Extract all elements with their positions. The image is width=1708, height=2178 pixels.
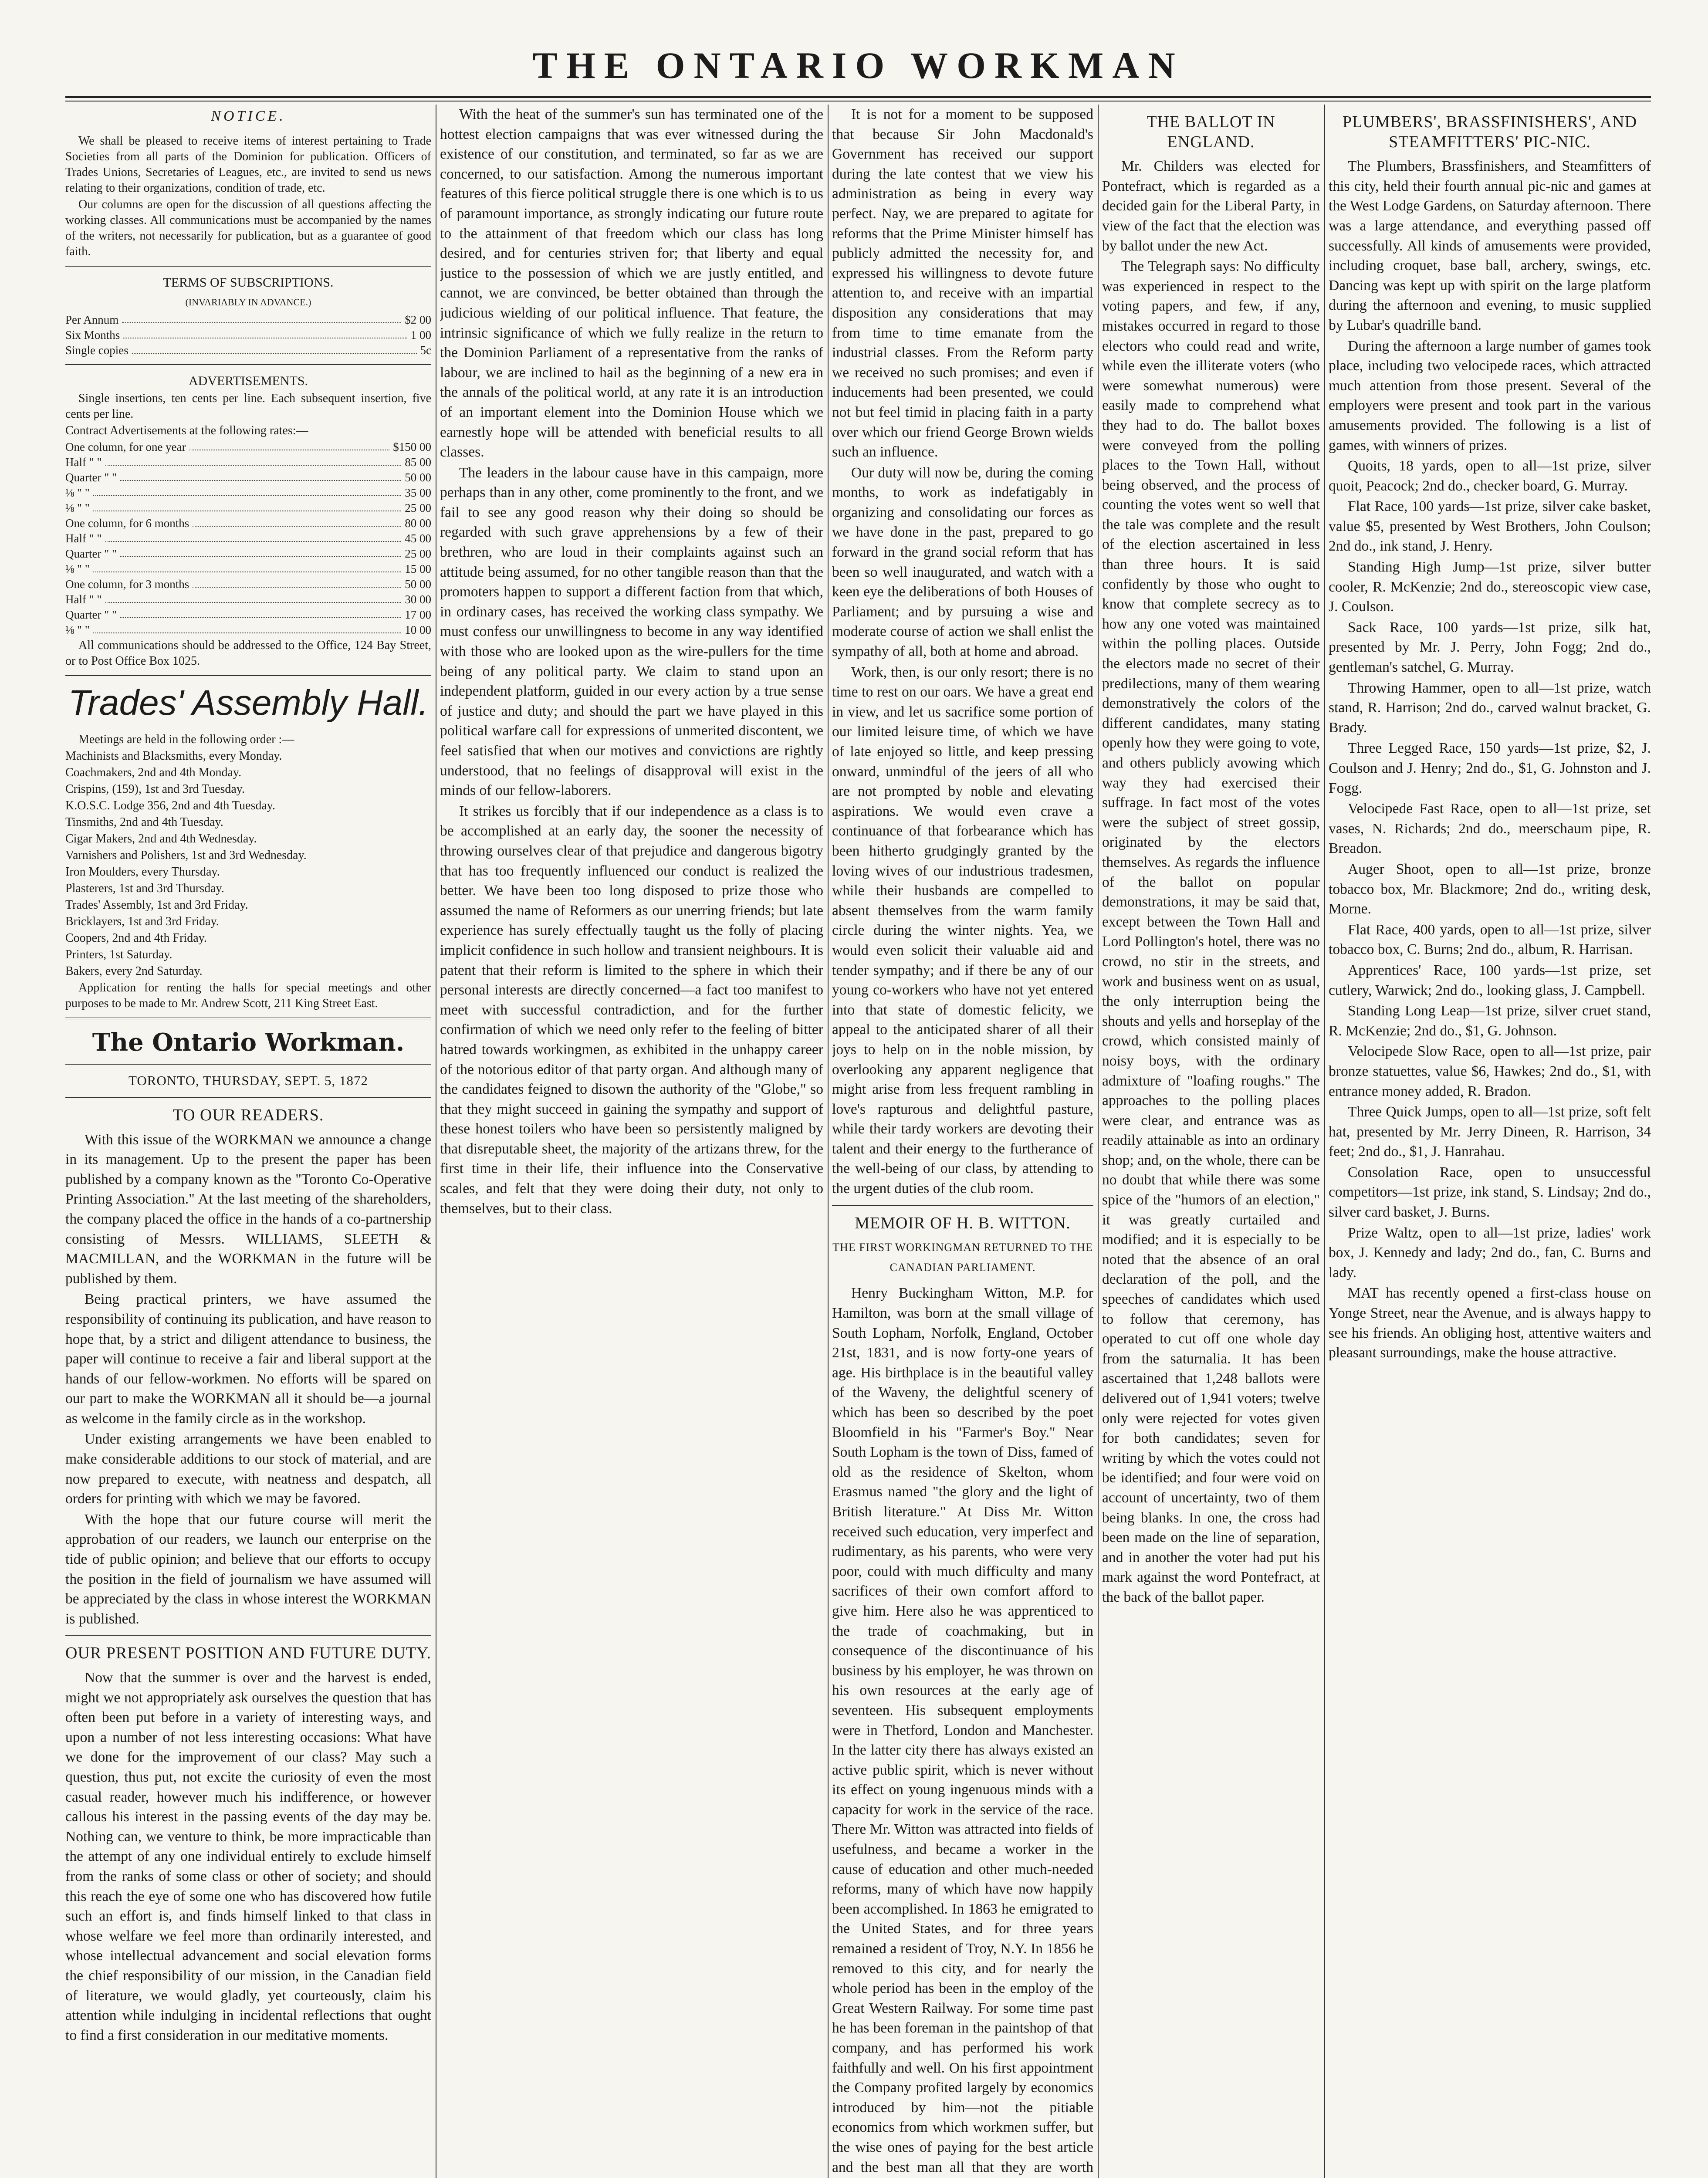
trades-assembly-footer: Application for renting the halls for special meetings and other purposes to be made to Mr. Andrew Scott, 211 King Street East. <box>65 981 431 1011</box>
advertisements-paragraph: Single insertions, ten cents per line. Each subsequent insertion, five cents per line. <box>65 392 431 421</box>
advertisements-footer-section <box>65 638 431 669</box>
divider <box>65 1064 431 1065</box>
notice-title: NOTICE. <box>211 108 286 124</box>
advertisements-paragraph: Contract Advertisements at the following rates:— <box>65 424 308 438</box>
meeting-item: K.O.S.C. Lodge 356, 2nd and 4th Tuesday. <box>65 799 275 813</box>
column-rule <box>828 105 829 2178</box>
picnic-paragraph: Apprentices' Race, 100 yards—1st prize, set cutlery, Warwick; 2nd do., looking glass, J. Campbell. <box>1329 962 1651 998</box>
to-readers-paragraph: Being practical printers, we have assumed the responsibility of continuing its publication, and have reason to hope that, by a strict and diligent attendance to business, the paper will continue to receive a fair and liberal support at the hands of our fellow-workmen. No efforts will be spared on our part to make the WORKMAN all it should be—a journal as welcome in the family circle as in the workshop. <box>65 1291 431 1427</box>
to-readers-paragraph: Under existing arrangements we have been enabled to make considerable additions to our stock of material, and are now prepared to execute, with neatness and despatch, all orders for printing with which we may be favored. <box>65 1431 431 1507</box>
rate-row: One column, for 3 months 50 00 <box>65 578 431 591</box>
picnic-title: PLUMBERS', BRASSFINISHERS', AND STEAMFITTERS' PIC-NIC. <box>1342 113 1637 151</box>
column-rule <box>1324 105 1325 2178</box>
column-3 <box>832 105 1093 2178</box>
picnic-paragraph: Flat Race, 100 yards—1st prize, silver cake basket, value $5, presented by West Brothers, John Coulson; 2nd do., ink stand, J. Henry. <box>1329 498 1651 555</box>
rate-row: ⅛ " " 25 00 <box>65 501 431 515</box>
picnic-paragraph: Quoits, 18 yards, open to all—1st prize, silver quoit, Peacock; 2nd do., checker board, G. Murray. <box>1329 458 1651 494</box>
divider <box>832 1205 1093 1206</box>
rate-row: Per Annum $2 00 <box>65 313 431 326</box>
rate-row: Quarter " " 17 00 <box>65 608 431 622</box>
picnic-paragraph: Three Quick Jumps, open to all—1st prize, soft felt hat, presented by Mr. Jerry Dineen, R. Harrison, 34 feet; 2nd do., $1, J. Hanrahau. <box>1329 1104 1651 1160</box>
rate-row: One column, for one year $150 00 <box>65 440 431 454</box>
rate-row: ⅛ " " 15 00 <box>65 562 431 576</box>
advertisement-rates-table <box>65 440 431 638</box>
memoir-subtitle: THE FIRST WORKINGMAN RETURNED TO THE CANADIAN PARLIAMENT. <box>832 1241 1093 1274</box>
advertisements-section <box>65 391 431 439</box>
present-position-paragraph: The leaders in the labour cause have in this campaign, more perhaps than in any other, come prominently to the front, and we fail to see any good reason why their doing so should be regarded with such grave apprehensions by a few of their brethren, who are loud in their complaints against such an attitude being assumed, for no other tangible reason than that the promoters happen to support a different faction from that which, in ordinary cases, has received the working class sympathy. We must confess our unwillingness to become in any way identified with those who are looked upon as the wire-pullers for the time being of any political party. We claim to stand upon an independent platform, guided in our every action by a true sense of justice and duty; and should the part we have played in this political warfare call for expressions of unmerited discontent, we feel satisfied that when our motives and convictions are rightly understood, that no feelings of disapproval will exist in the minds of our fellow-laborers. <box>440 464 823 799</box>
subscriptions-table <box>65 312 431 358</box>
rate-row: ⅛ " " 35 00 <box>65 486 431 500</box>
column-2 <box>440 105 823 2178</box>
paper-dateline: TORONTO, THURSDAY, SEPT. 5, 1872 <box>129 1073 368 1089</box>
present-position-paragraph: Now that the summer is over and the harvest is ended, might we not appropriately ask ourselves the question that has often been put before in a variety of interesting ways, and upon a number of not less interesting occasions: What have we done for the improvement of our class? May such a question, thus put, not excite the curiosity of even the most casual reader, however much his indifference, or however callous his interest in the passing events of the day may be. Nothing can, we venture to think, be more impracticable than the attempt of any one individual entirely to exclude himself from the ranks of some class or other of society; and should this reach the eye of some one who has discovered how futile such an effort is, and finds himself linked to that class in whose welfare we feel more than ordinarily interested, and whose intellectual advancement and social elevation forms the chief responsibility of our mission, in the Canadian field of literature, we would gladly, yet courteously, claim his attention while indulging in incidental reflections that ought to find a first consideration in our meditative moments. <box>65 1670 431 2043</box>
notice-paragraph: We shall be pleased to receive items of interest pertaining to Trade Societies from all parts of the Dominion for publication. Officers of Trades Unions, Secretaries of Leagues, etc., are invited to send us news relating to their organizations, condition of trade, etc. <box>65 134 431 195</box>
divider <box>65 675 431 676</box>
picnic-paragraph: Velocipede Slow Race, open to all—1st prize, pair bronze statuettes, value $6, Hawkes; 2nd do., $1, with entrance money added, R. Bradon. <box>1329 1043 1651 1099</box>
meeting-item: Crispins, (159), 1st and 3rd Tuesday. <box>65 782 245 796</box>
advertisements-title: ADVERTISEMENTS. <box>188 373 308 388</box>
meeting-item: Varnishers and Polishers, 1st and 3rd Wednesday. <box>65 849 307 862</box>
meeting-item: Machinists and Blacksmiths, every Monday. <box>65 749 282 763</box>
column-1 <box>65 105 431 2178</box>
subscriptions-note: (INVARIABLY IN ADVANCE.) <box>185 297 311 308</box>
notice-section <box>65 133 431 260</box>
divider <box>65 364 431 365</box>
present-position-paragraph: It is not for a moment to be supposed that because Sir John Macdonald's Government has received our support during the late contest that we view his administration as being in every way perfect. Nay, we are prepared to agitate for reforms that the Prime Minister himself has publicly admitted the necessity for, and expressed his willingness to devote future attention to, and receive with an impartial disposition any considerations that may from time to time emanate from the industrial classes. From the Reform party we received no such promises; and even if inducements had been presented, we could not but feel timid in placing faith in a party over which our friend George Brown wields such an influence. <box>832 106 1093 460</box>
picnic-paragraph: Sack Race, 100 yards—1st prize, silk hat, presented by Mr. J. Perry, John Fogg; 2nd do., gentleman's satchel, G. Murray. <box>1329 619 1651 676</box>
picnic-paragraph: The Plumbers, Brassfinishers, and Steamfitters of this city, held their fourth annual pic-nic and games at the West Lodge Gardens, on Saturday afternoon. There was a large attendance, and everything passed off successfully. All kinds of amusements were provided, including croquet, base ball, archery, swings, etc. Dancing was kept up with spirit on the large platform during the afternoon and evening, to music supplied by Lubar's quadrille band. <box>1329 158 1651 333</box>
trades-assembly-title: Trades' Assembly Hall. <box>68 683 429 723</box>
picnic-paragraph: Throwing Hammer, open to all—1st prize, watch stand, R. Harrison; 2nd do., carved walnut bracket, G. Brady. <box>1329 680 1651 736</box>
ballot-paragraph: The Telegraph says: No difficulty was experienced in respect to the voting papers, and few, if any, mistakes occurred in regard to those electors who could read and write, while even the illiterate voters (who were somewhat numerous) were easily made to comprehend what they had to do. The ballot boxes were conveyed from the polling places to the Town Hall, without being observed, and the process of counting the votes went so well that the tale was complete and the result of the election ascertained in less than three hours. It is said confidently by those who ought to know that complete secrecy as to how any one voted was maintained within the polling places. Outside the electors made no secret of their predilections, many of them wearing demonstratively the colors of the different candidates, many stating openly how they were going to vote, and others publicly avowing which way they had exercised their suffrage. In fact most of the votes were the subject of street gossip, originated by the electors themselves. As regards the influence of the ballot on popular demonstrations, it may be said that, except between the Town Hall and Lord Pollington's hotel, there was no crowd, no stir in the streets, and work and business went on as usual, the only interruption being the shouts and yells and horseplay of the crowd, which consisted mainly of noisy boys, with the ordinary admixture of "loafing roughs." The approaches to the polling places were clear, and entrance was as readily attainable as into an ordinary shop; and, on the whole, there can be no doubt that while there was some spice of the "humors of an election," it was greatly curtailed and modified; and it is especially to be noted that the absence of an oral declaration of the poll, and the speeches of candidates which used to follow that ceremony, has operated to cut off one whole day from the saturnalia. It has been ascertained that 1,248 ballots were delivered out of 1,941 voters; twelve only were rejected for votes given for both candidates; seven for writing by which the votes could not be identified; and four were void on account of uncertainty, two of them being blanks. In one, the cross had been made on the line of separation, and in another the voter had put his mark against the word Pontefract, at the back of the ballot paper. <box>1102 258 1320 1605</box>
ballot-title: THE BALLOT IN ENGLAND. <box>1147 113 1275 151</box>
to-readers-paragraph: With this issue of the WORKMAN we announce a change in its management. Up to the present the paper has been published by a company known as the "Toronto Co-Operative Printing Association." At the last meeting of the shareholders, the company placed the office in the hands of a co-partnership consisting of Messrs. WILLIAMS, SLEETH & MACMILLAN, and the WORKMAN in the future will be published by them. <box>65 1131 431 1287</box>
present-position-paragraph: With the heat of the summer's sun has terminated one of the hottest election campaigns that was ever witnessed during the existence of our constitution, and terminated, so far as we are concerned, to our satisfaction. Among the numerous important features of this fierce political struggle there is one which is to us of paramount importance, as strongly indicating our future route to the attainment of that freedom which our class has long desired, and for centuries striven for; that liberty and equal justice to the possession of which we are justly entitled, and cannot, we are convinced, be better obtained than through the judicious wielding of our political influence. That feature, the intrinsic significance of which we fully realize in the return to the Dominion Parliament of a representative from the ranks of labour, we are inclined to hail as the beginning of a new era in the annals of the political world, at any rate it is an introduction of an important element into the Dominion House which we earnestly hope will be attended with beneficial results to all classes. <box>440 106 823 460</box>
notice-paragraph: Our columns are open for the discussion of all questions affecting the working classes. All communications must be accompanied by the names of the writers, not necessarily for publication, but as a guarantee of good faith. <box>65 197 431 258</box>
meeting-item: Trades' Assembly, 1st and 3rd Friday. <box>65 898 248 912</box>
picnic-paragraph: During the afternoon a large number of games took place, including two velocipede races, which attracted much attention from those present. Several of the employers were present and took part in the various amusements provided. The following is a list of games, with winners of prizes. <box>1329 338 1651 453</box>
meeting-item: Bakers, every 2nd Saturday. <box>65 964 203 978</box>
paper-nameplate: The Ontario Workman. <box>92 1028 405 1057</box>
meeting-item: Coopers, 2nd and 4th Friday. <box>65 931 207 945</box>
rate-row: Single copies 5c <box>65 343 431 357</box>
rate-row: Six Months 1 00 <box>65 328 431 342</box>
ballot-paragraph: Mr. Childers was elected for Pontefract, which is regarded as a decided gain for the Liberal Party, in view of the fact that the election was by ballot under the new Act. <box>1102 158 1320 254</box>
trades-assembly-section <box>65 732 431 1011</box>
divider <box>65 1097 431 1098</box>
rate-row: ⅛ " " 10 00 <box>65 623 431 637</box>
meeting-item: Plasterers, 1st and 3rd Thursday. <box>65 882 224 896</box>
meeting-item: Bricklayers, 1st and 3rd Friday. <box>65 915 219 929</box>
column-rule <box>1098 105 1099 2178</box>
subscriptions-title: TERMS OF SUBSCRIPTIONS. <box>163 275 334 290</box>
to-readers-title: TO OUR READERS. <box>172 1106 324 1124</box>
advertisements-footer: All communications should be addressed to the Office, 124 Bay Street, or to Post Office Box 1025. <box>65 639 431 668</box>
memoir-paragraph: Henry Buckingham Witton, M.P. for Hamilton, was born at the small village of South Lopham, Norfolk, England, October 21st, 1831, and is now forty-one years of age. His birthplace is in the beautiful valley of the Waveny, the delightful scenery of which has been so described by the poet Bloomfield in his "Farmer's Boy." Near South Lopham is the town of Diss, famed of old as the residence of Skelton, whom Erasmus named "the glory and the light of British literature." At Diss Mr. Witton received such education, very imperfect and rudimentary, as his parents, who were very poor, could with much difficulty and many sacrifices of their own comfort afford to give him. Here also he was apprenticed to the trade of coachmaking, but in consequence of the discontinuance of his business by his employer, he was thrown on his own resources at the early age of seventeen. His subsequent employments were in Thetford, London and Manchester. In the latter city there has always existed an active public spirit, which is never without its effect on young ingenuous minds with a capacity for work in the service of the race. There Mr. Witton was attracted into fields of usefulness, and became a worker in the cause of education and other much-needed reforms, many of which have now happily been accomplished. In 1863 he emigrated to the United States, and for three years remained a resident of Troy, N.Y. In 1856 he removed to this city, and for nearly the whole period has been in the employ of the Great Western Railway. For some time past he has been foreman in the paintshop of that company, and has performed his work faithfully and well. On his first appointment the Company profited largely by economics introduced by him—not the pitiable economics from which workmen suffer, but the wise ones of paying for the best article and the best man all that they are worth <box>832 1285 1093 2175</box>
to-readers-paragraph: With the hope that our future course will merit the approbation of our readers, we launch our enterprise on the tide of public opinion; and believe that our efforts to occupy the position in the field of journalism we have assumed will be appreciated by the class in whose interest the WORKMAN is published. <box>65 1511 431 1627</box>
present-position-paragraph: Work, then, is our only resort; there is no time to rest on our oars. We have a great end in view, and let us sacrifice some portion of our limited leisure time, of which we have of late enjoyed so little, and keep pressing onward, unmindful of the jeers of all who are not prompted by noble and elevating aspirations. We would even crave a continuance of that forbearance which has been hitherto grudgingly granted by the loving wives of our industrious tradesmen, while their husbands are compelled to absent themselves from the warm family circle during the winter nights. Yea, we would even solicit their valuable aid and tender sympathy; and if there be any of our young co-workers who have not yet entered into that state of domestic felicity, we appeal to the anticipated sharer of all their joys to help on in the noble mission, by overlooking any apparent negligence that might arise from less frequent rambling in love's rapturous and delightful pasture, while their tardy workers are devoting their talent and their energy to the furtherance of the well-being of our class, by attending to the urgent duties of the club room. <box>832 664 1093 1197</box>
rate-row: Half " " 45 00 <box>65 532 431 545</box>
masthead-title: THE ONTARIO WORKMAN <box>532 44 1184 86</box>
picnic-paragraph: Standing Long Leap—1st prize, silver cruet stand, R. McKenzie; 2nd do., $1, G. Johnson. <box>1329 1003 1651 1039</box>
masthead <box>65 44 1651 96</box>
memoir-title: MEMOIR OF H. B. WITTON. <box>855 1214 1071 1232</box>
meeting-item: Cigar Makers, 2nd and 4th Wednesday. <box>65 832 257 846</box>
picnic-paragraph: Auger Shoot, open to all—1st prize, bronze tobacco box, Mr. Blackmore; 2nd do., writing desk, Morne. <box>1329 861 1651 917</box>
rate-row: One column, for 6 months 80 00 <box>65 517 431 530</box>
picnic-paragraph: Three Legged Race, 150 yards—1st prize, $2, J. Coulson and J. Henry; 2nd do., $1, G. Johnston and J. Fogg. <box>1329 740 1651 796</box>
trades-assembly-intro: Meetings are held in the following order :— <box>78 733 294 747</box>
meeting-item: Tinsmiths, 2nd and 4th Tuesday. <box>65 815 223 829</box>
rate-row: Half " " 30 00 <box>65 593 431 606</box>
present-position-title: OUR PRESENT POSITION AND FUTURE DUTY. <box>65 1644 431 1663</box>
picnic-paragraph: MAT has recently opened a first-class house on Yonge Street, near the Avenue, and is always happy to see his friends. An obliging host, attentive waiters and pleasant surroundings, make the house attractive. <box>1329 1285 1651 1361</box>
picnic-paragraph: Velocipede Fast Race, open to all—1st prize, set vases, N. Richards; 2nd do., meerschaum pipe, R. Breadon. <box>1329 801 1651 857</box>
rate-row: Half " " 85 00 <box>65 456 431 469</box>
column-4 <box>1102 105 1320 2178</box>
divider <box>65 1635 431 1636</box>
meeting-item: Coachmakers, 2nd and 4th Monday. <box>65 766 242 780</box>
present-position-paragraph: It strikes us forcibly that if our independence as a class is to be accomplished at an early day, the sooner the necessity of throwing ourselves clear of that prejudice and dangerous bigotry that has too frequently influenced our conduct is realized the better. We have been too long disposed to prize those who assumed the name of Reformers as our unerring friends; but late experience has surely effectually taught us the folly of placing implicit confidence in such hollow and transient neighbours. It is patent that their reform is limited to the sphere in which their personal interests are directly concerned—a fact too manifest to meet with successful contradiction, and for the further confirmation of which we need only refer to the feeling of bitter hatred towards workingmen, as exhibited in the unhappy career of the notorious editor of that party organ. And although many of the candidates feigned to disown the authority of the "Globe," so that they might succeed in gaining the sympathy and support of these honest toilers who have been so persistently maligned by that disreputable sheet, the majority of the artizans threw, for the first time in their life, their influence into the Conservative scales, and felt that they were doing their duty, not only to themselves, but to their class. <box>440 803 823 1217</box>
rate-row: Quarter " " 25 00 <box>65 547 431 561</box>
masthead-rule <box>65 96 1651 101</box>
picnic-paragraph: Consolation Race, open to unsuccessful competitors—1st prize, ink stand, S. Lindsay; 2nd do., silver card basket, J. Burns. <box>1329 1164 1651 1221</box>
picnic-paragraph: Standing High Jump—1st prize, silver butter cooler, R. McKenzie; 2nd do., stereoscopic view case, J. Coulson. <box>1329 559 1651 615</box>
picnic-paragraph: Flat Race, 400 yards, open to all—1st prize, silver tobacco box, C. Burns; 2nd do., album, R. Harrisan. <box>1329 921 1651 958</box>
rate-row: Quarter " " 50 00 <box>65 471 431 484</box>
meeting-item: Printers, 1st Saturday. <box>65 948 172 962</box>
picnic-paragraph: Prize Waltz, open to all—1st prize, ladies' work box, J. Kennedy and lady; 2nd do., fan, C. Burns and lady. <box>1329 1224 1651 1281</box>
column-5 <box>1329 105 1651 2178</box>
divider <box>65 266 431 267</box>
present-position-paragraph: Our duty will now be, during the coming months, to work as indefatigably in organizing and consolidating our forces as we have done in the past, prepared to go forward in the grand social reform that has been so well inaugurated, and watch with a keen eye the deliberations of both Houses of Parliament; and by pursuing a wise and moderate course of action we shall enlist the sympathy of all, both at home and abroad. <box>832 464 1093 660</box>
divider <box>65 1018 431 1021</box>
meeting-item: Iron Moulders, every Thursday. <box>65 865 220 879</box>
